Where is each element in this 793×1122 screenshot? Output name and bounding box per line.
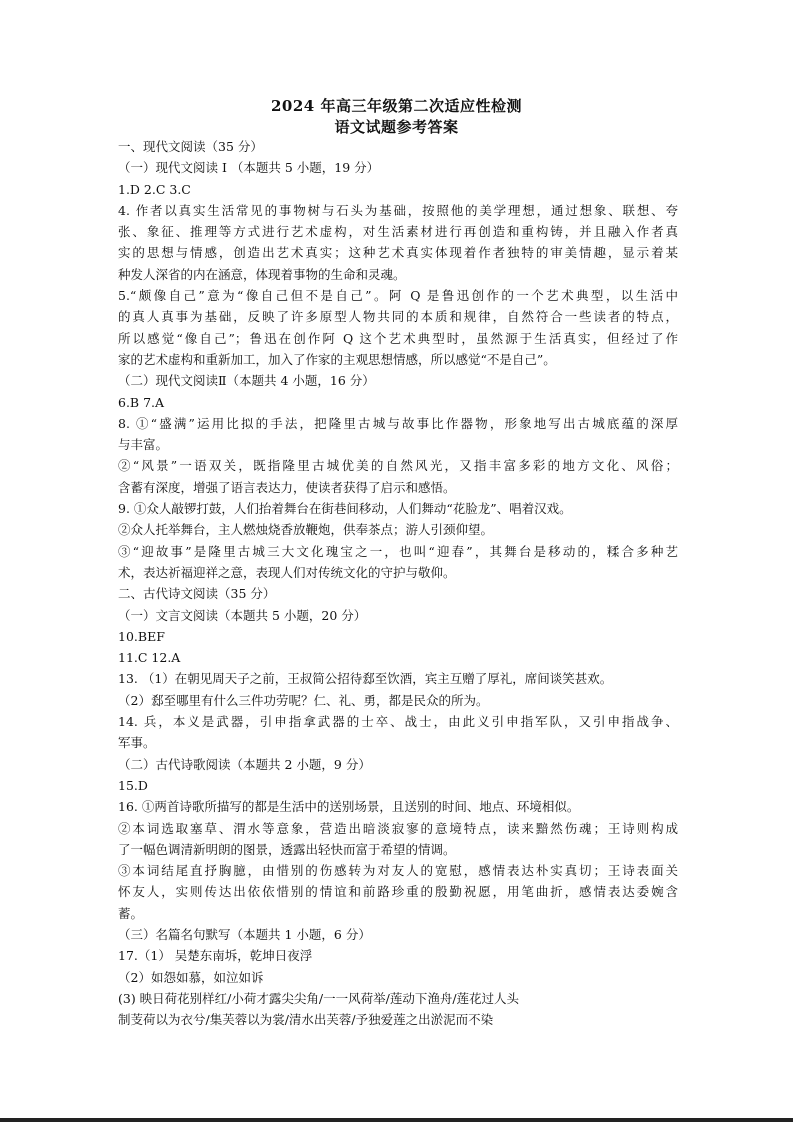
answer-line: ②本词选取塞草、渭水等意象，营造出暗淡寂寥的意境特点，读来黯然伤魂；王诗则构成 bbox=[118, 820, 678, 836]
answer-line: 与丰富。 bbox=[118, 437, 169, 453]
answer-line: 种发人深省的内在涵意，体现着事物的生命和灵魂。 bbox=[118, 266, 406, 282]
answer-line: （二）古代诗歌阅读（本题共 2 小题，9 分） bbox=[118, 756, 371, 772]
answer-line: 所以感觉“像自己”；鲁迅在创作阿 Q 这个艺术典型时，虽然源于生活真实，但经过了作 bbox=[118, 330, 678, 346]
answer-line: 蓄。 bbox=[118, 905, 144, 921]
answer-line: 1.D 2.C 3.C bbox=[118, 181, 191, 197]
answer-line: 实的思想与情感，创造出艺术真实；这种艺术真实体现着作者独特的审美情趣，显示着某 bbox=[118, 245, 678, 261]
answer-line: 家的艺术虚构和重新加工，加入了作家的主观思想情感，所以感觉“不是自己”。 bbox=[118, 351, 556, 367]
answer-line: 含蓄有深度，增强了语言表达力，使读者获得了启示和感悟。 bbox=[118, 479, 456, 495]
answer-line: 军事。 bbox=[118, 735, 156, 751]
answer-line: ③本词结尾直抒胸臆，由惜别的伤感转为对友人的宽慰，感情表达朴实真切；王诗表面关 bbox=[118, 863, 678, 879]
answer-line: （2）郄至哪里有什么三件功劳呢？仁、礼、勇，都是民众的所为。 bbox=[118, 692, 489, 708]
answer-line: 13. （1）在朝见周天子之前，王叔简公招待郄至饮酒，宾主互赠了厚礼，席间谈笑甚欢。 bbox=[118, 671, 613, 687]
answer-line: 张、象征、推理等方式进行艺术虚构，对生活素材进行再创造和重构铸，并且融入作者真 bbox=[118, 224, 678, 240]
exam-title: 2024 年高三年级第二次适应性检测 bbox=[271, 97, 522, 115]
answer-line: 6.B 7.A bbox=[118, 394, 165, 410]
answer-line: 5.“颇像自己”意为“像自己但不是自己”。阿 Q 是鲁迅创作的一个艺术典型，以生活中 bbox=[118, 288, 678, 304]
answer-line: 的真人真事为基础，反映了许多原型人物共同的本质和规律，自然符合一些读者的特点， bbox=[118, 309, 678, 325]
answer-line: （2）如怨如慕，如泣如诉 bbox=[118, 969, 264, 985]
answer-key-subtitle: 语文试题参考答案 bbox=[334, 118, 459, 136]
answer-line: 17.（1） 吴楚东南坼，乾坤日夜浮 bbox=[118, 948, 313, 964]
answer-line: 怀友人，实则传达出依依惜别的情谊和前路珍重的殷勤祝愿，用笔曲折，感情表达委婉含 bbox=[118, 884, 678, 900]
answer-line: 10.BEF bbox=[118, 628, 165, 644]
answer-line: （一）现代文阅读 I （本题共 5 小题，19 分） bbox=[118, 160, 380, 176]
page-bottom-rule bbox=[0, 1118, 793, 1122]
answer-line: 11.C 12.A bbox=[118, 650, 181, 666]
answer-line: 15.D bbox=[118, 777, 148, 793]
answer-line: ②“风景”一语双关，既指隆里古城优美的自然风光，又指丰富多彩的地方文化、风俗； bbox=[118, 458, 678, 474]
answer-line: 9. ①众人敲锣打鼓，人们抬着舞台在街巷间移动，人们舞动“花脸龙”、唱着汉戏。 bbox=[118, 501, 572, 517]
answer-line: （一）文言文阅读（本题共 5 小题，20 分） bbox=[118, 607, 367, 623]
title-block bbox=[0, 96, 793, 138]
answer-line: 二、古代诗文阅读（35 分） bbox=[118, 586, 276, 602]
answer-line: ③“迎故事”是隆里古城三大文化瑰宝之一，也叫“迎春”，其舞台是移动的，糅合多种艺 bbox=[118, 543, 678, 559]
answer-line: 一、现代文阅读（35 分） bbox=[118, 139, 263, 154]
answer-line: 制芰荷以为衣兮/集芙蓉以为裳/清水出芙蓉/予独爱莲之出淤泥而不染 bbox=[118, 1012, 494, 1028]
answer-line: （三）名篇名句默写（本题共 1 小题，6 分） bbox=[118, 926, 371, 942]
answer-line: 了一幅色调清新明朗的图景，透露出轻快而富于希望的情调。 bbox=[118, 841, 456, 857]
answer-line: 术，表达祈福迎祥之意，表现人们对传统文化的守护与敬仰。 bbox=[118, 564, 456, 580]
answer-line: (3) 映日荷花别样红/小荷才露尖尖角/一一风荷举/莲动下渔舟/莲花过人头 bbox=[118, 990, 520, 1006]
answer-line: 16. ①两首诗歌所描写的都是生活中的送别场景，且送别的时间、地点、环境相似。 bbox=[118, 799, 580, 815]
answer-line: 4. 作者以真实生活常见的事物树与石头为基础，按照他的美学理想，通过想象、联想、夸 bbox=[118, 202, 678, 218]
answer-line: 8. ①“盛满”运用比拟的手法，把隆里古城与故事比作器物，形象地写出古城底蕴的深厚 bbox=[118, 415, 678, 431]
answer-line: 14. 兵，本义是武器，引申指拿武器的士卒、战士，由此义引申指军队，又引申指战争、 bbox=[118, 714, 678, 730]
answer-line: ②众人托举舞台，主人燃烛烧香放鞭炮，供奉茶点；游人引颈仰望。 bbox=[118, 522, 494, 538]
answer-line: （二）现代文阅读Ⅱ（本题共 4 小题，16 分） bbox=[118, 373, 375, 389]
answer-content bbox=[118, 136, 678, 1030]
